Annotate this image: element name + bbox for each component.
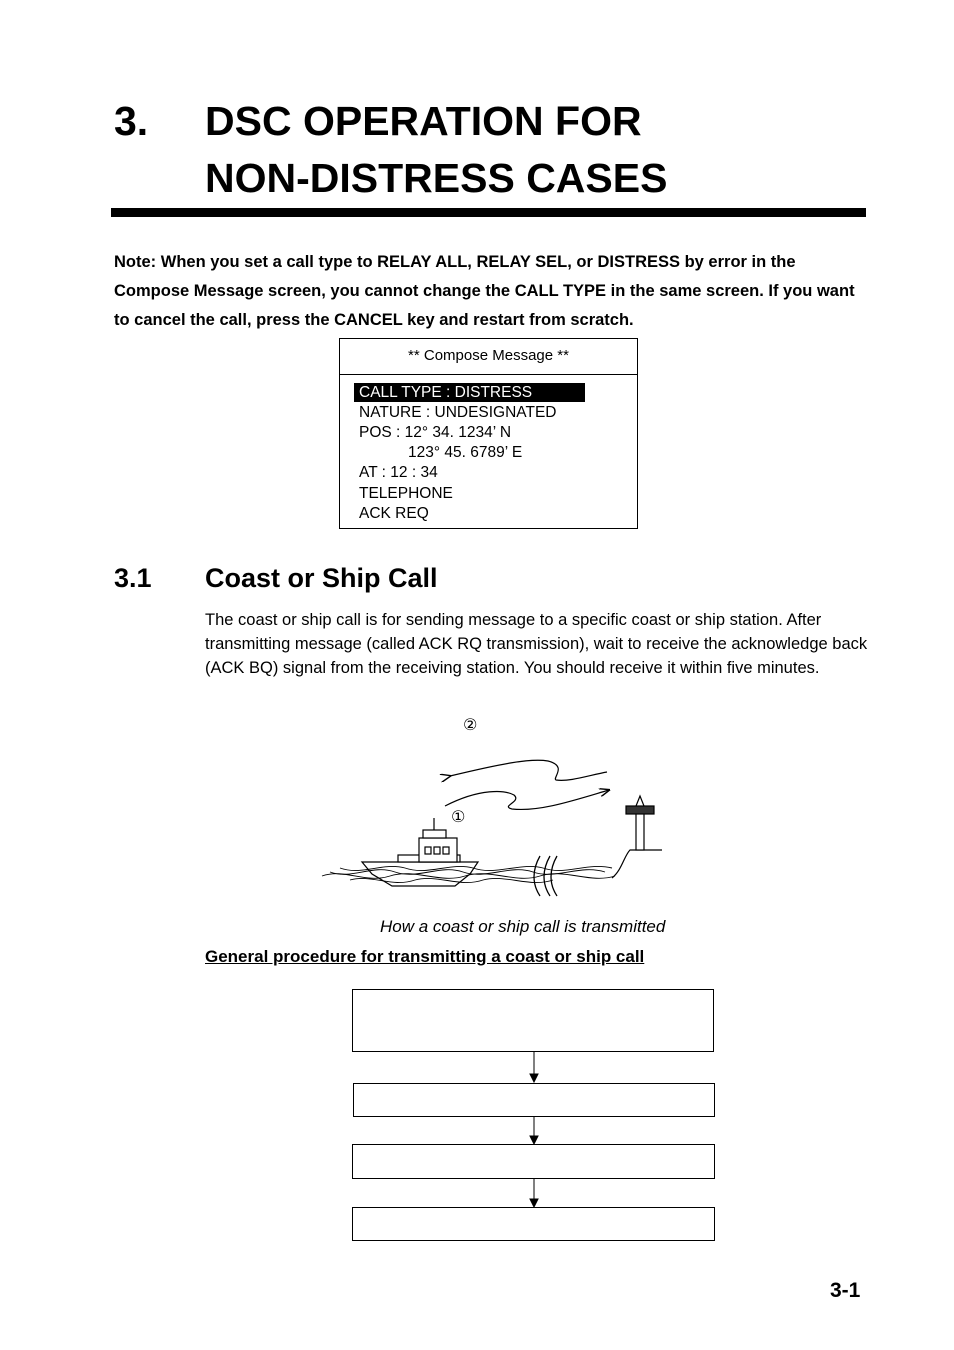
- screen-line-pos-lon: 123° 45. 6789’ E: [408, 444, 523, 461]
- figure-caption: How a coast or ship call is transmitted: [380, 917, 666, 936]
- screen-line-telephone: TELEPHONE: [359, 485, 453, 502]
- flow-box-2: [353, 1083, 715, 1117]
- section-number: 3.1: [114, 563, 152, 593]
- section-body: The coast or ship call is for sending message to a specific coast or ship station. After transmitting message (called ACK RQ transmission), wait to receive the acknowledge back (ACK BQ) signal from the receiving station. You should receive it within five minutes.: [205, 611, 868, 677]
- page-number: 3-1: [830, 1279, 861, 1302]
- radio-wave-marks: [534, 856, 557, 896]
- flow-box-4: [352, 1207, 715, 1241]
- note-paragraph: Note: When you set a call type to RELAY ALL, RELAY SEL, or DISTRESS by error in the Compose Message screen, you cannot change the CALL TYPE in the same screen. If you want to cancel the call, press the CANCEL key and restart from scratch.: [114, 253, 855, 329]
- marker-2: ②: [463, 717, 478, 734]
- ship-icon: [362, 818, 478, 886]
- coast-station-icon: [612, 796, 662, 878]
- screen-line-at: AT : 12 : 34: [359, 464, 438, 481]
- signal-out-arrow: [450, 760, 607, 780]
- flow-box-3: [352, 1144, 715, 1179]
- flow-connectors: [530, 1052, 538, 1207]
- procedure-heading: General procedure for transmitting a coast or ship call: [205, 947, 645, 966]
- chapter-number: 3.: [114, 98, 149, 144]
- section-title: Coast or Ship Call: [205, 563, 438, 593]
- chapter-title-line-1: DSC OPERATION FOR: [205, 98, 642, 144]
- screen-line-pos-lat: POS : 12° 34. 1234’ N: [359, 424, 512, 441]
- signal-return-arrow: [445, 790, 609, 809]
- chapter-title-line-2: NON-DISTRESS CASES: [205, 155, 668, 201]
- screen-line-call-type: CALL TYPE : DISTRESS: [359, 384, 533, 401]
- screen-title: ** Compose Message **: [408, 347, 569, 364]
- flow-box-1: [352, 989, 714, 1052]
- screen-line-ack-req: ACK REQ: [359, 505, 429, 522]
- screen-line-nature: NATURE : UNDESIGNATED: [359, 404, 557, 421]
- marker-1: ①: [451, 809, 466, 826]
